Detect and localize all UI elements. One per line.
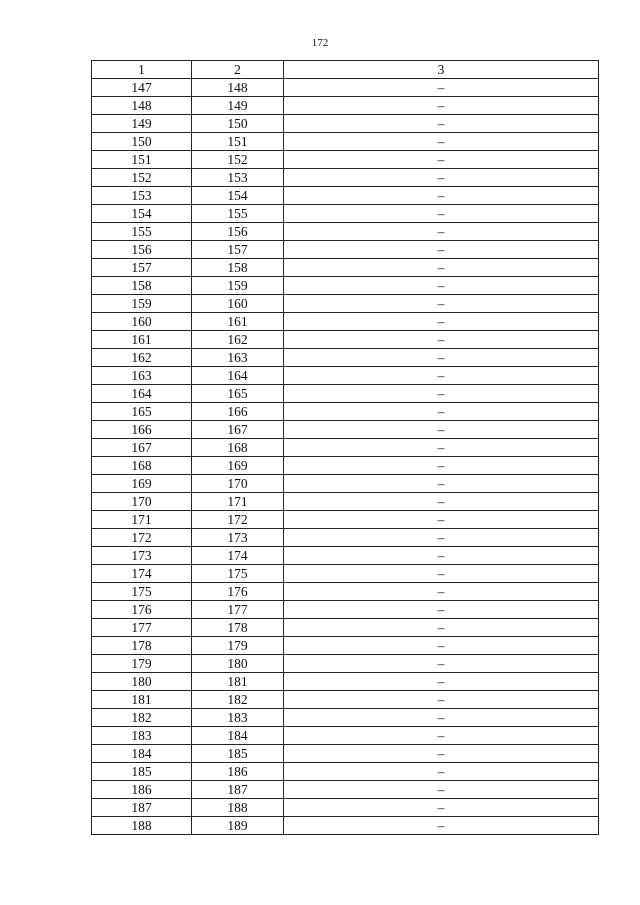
table-cell-col-1: 173 xyxy=(92,547,192,565)
table-cell-col-1: 182 xyxy=(92,709,192,727)
column-header-3: 3 xyxy=(284,61,599,79)
table-cell-col-1: 163 xyxy=(92,367,192,385)
table-cell-col-1: 161 xyxy=(92,331,192,349)
table-cell-col-2: 180 xyxy=(192,655,284,673)
table-row xyxy=(92,709,599,727)
table-cell-col-3: – xyxy=(284,277,599,295)
table-header xyxy=(92,61,599,79)
table-row xyxy=(92,169,599,187)
table-cell-col-2: 184 xyxy=(192,727,284,745)
table-cell-col-3: – xyxy=(284,709,599,727)
table-cell-col-1: 154 xyxy=(92,205,192,223)
table-cell-col-2: 161 xyxy=(192,313,284,331)
table-cell-col-2: 176 xyxy=(192,583,284,601)
table-cell-col-1: 179 xyxy=(92,655,192,673)
table-cell-col-2: 154 xyxy=(192,187,284,205)
table-cell-col-1: 152 xyxy=(92,169,192,187)
table-cell-col-3: – xyxy=(284,511,599,529)
table-row xyxy=(92,115,599,133)
table-row xyxy=(92,349,599,367)
table-cell-col-3: – xyxy=(284,151,599,169)
table-cell-col-2: 152 xyxy=(192,151,284,169)
table-cell-col-1: 175 xyxy=(92,583,192,601)
table-cell-col-3: – xyxy=(284,421,599,439)
table-cell-col-2: 159 xyxy=(192,277,284,295)
table-row xyxy=(92,637,599,655)
table-cell-col-2: 188 xyxy=(192,799,284,817)
table-cell-col-2: 187 xyxy=(192,781,284,799)
table-cell-col-3: – xyxy=(284,385,599,403)
table-row xyxy=(92,97,599,115)
table-cell-col-3: – xyxy=(284,331,599,349)
table-cell-col-1: 167 xyxy=(92,439,192,457)
table-row xyxy=(92,691,599,709)
table-cell-col-3: – xyxy=(284,637,599,655)
table-cell-col-2: 174 xyxy=(192,547,284,565)
table-cell-col-1: 151 xyxy=(92,151,192,169)
table-cell-col-2: 153 xyxy=(192,169,284,187)
table-cell-col-3: – xyxy=(284,547,599,565)
table-cell-col-1: 174 xyxy=(92,565,192,583)
table-row xyxy=(92,763,599,781)
table-cell-col-2: 175 xyxy=(192,565,284,583)
table-cell-col-2: 169 xyxy=(192,457,284,475)
table-cell-col-3: – xyxy=(284,727,599,745)
table-row xyxy=(92,799,599,817)
table-cell-col-1: 162 xyxy=(92,349,192,367)
table-cell-col-3: – xyxy=(284,529,599,547)
table-cell-col-2: 172 xyxy=(192,511,284,529)
table-row xyxy=(92,601,599,619)
table-cell-col-3: – xyxy=(284,367,599,385)
table-cell-col-3: – xyxy=(284,259,599,277)
table-row xyxy=(92,367,599,385)
page-number: 172 xyxy=(311,37,329,49)
table-cell-col-1: 183 xyxy=(92,727,192,745)
column-header-1: 1 xyxy=(92,61,192,79)
table-cell-col-3: – xyxy=(284,403,599,421)
table-cell-col-3: – xyxy=(284,133,599,151)
table-row xyxy=(92,187,599,205)
table-cell-col-1: 158 xyxy=(92,277,192,295)
table-cell-col-3: – xyxy=(284,295,599,313)
header-row xyxy=(92,61,599,79)
table-cell-col-1: 147 xyxy=(92,79,192,97)
table-row xyxy=(92,673,599,691)
table-cell-col-3: – xyxy=(284,655,599,673)
table-cell-col-3: – xyxy=(284,781,599,799)
table-cell-col-3: – xyxy=(284,223,599,241)
table-cell-col-2: 156 xyxy=(192,223,284,241)
table-row xyxy=(92,295,599,313)
table-row xyxy=(92,475,599,493)
table-cell-col-1: 188 xyxy=(92,817,192,835)
table-cell-col-2: 179 xyxy=(192,637,284,655)
table-cell-col-1: 178 xyxy=(92,637,192,655)
table-cell-col-3: – xyxy=(284,493,599,511)
table-cell-col-1: 156 xyxy=(92,241,192,259)
table-cell-col-2: 150 xyxy=(192,115,284,133)
table-cell-col-2: 165 xyxy=(192,385,284,403)
table-cell-col-1: 168 xyxy=(92,457,192,475)
table-cell-col-2: 183 xyxy=(192,709,284,727)
table-cell-col-2: 170 xyxy=(192,475,284,493)
table-cell-col-3: – xyxy=(284,187,599,205)
table-cell-col-2: 149 xyxy=(192,97,284,115)
table-cell-col-1: 150 xyxy=(92,133,192,151)
table-row xyxy=(92,241,599,259)
table-row xyxy=(92,583,599,601)
table-cell-col-3: – xyxy=(284,619,599,637)
table-cell-col-3: – xyxy=(284,97,599,115)
table-cell-col-2: 160 xyxy=(192,295,284,313)
table-cell-col-2: 173 xyxy=(192,529,284,547)
table-cell-col-3: – xyxy=(284,817,599,835)
table-cell-col-1: 187 xyxy=(92,799,192,817)
table-cell-col-1: 153 xyxy=(92,187,192,205)
table-cell-col-1: 169 xyxy=(92,475,192,493)
table-cell-col-3: – xyxy=(284,205,599,223)
table-cell-col-1: 149 xyxy=(92,115,192,133)
table-cell-col-3: – xyxy=(284,241,599,259)
table-cell-col-1: 170 xyxy=(92,493,192,511)
table-cell-col-2: 171 xyxy=(192,493,284,511)
table-cell-col-3: – xyxy=(284,79,599,97)
table-cell-col-2: 166 xyxy=(192,403,284,421)
table-cell-col-2: 158 xyxy=(192,259,284,277)
table-cell-col-3: – xyxy=(284,457,599,475)
table-row xyxy=(92,619,599,637)
table-cell-col-1: 184 xyxy=(92,745,192,763)
table-row xyxy=(92,385,599,403)
table-row xyxy=(92,151,599,169)
table-cell-col-2: 181 xyxy=(192,673,284,691)
table-row xyxy=(92,79,599,97)
table-cell-col-2: 178 xyxy=(192,619,284,637)
table-cell-col-1: 159 xyxy=(92,295,192,313)
table-row xyxy=(92,133,599,151)
table-cell-col-1: 177 xyxy=(92,619,192,637)
table-row xyxy=(92,493,599,511)
table-cell-col-2: 164 xyxy=(192,367,284,385)
table-cell-col-3: – xyxy=(284,475,599,493)
table-cell-col-1: 185 xyxy=(92,763,192,781)
table-cell-col-3: – xyxy=(284,565,599,583)
table-cell-col-3: – xyxy=(284,763,599,781)
table-row xyxy=(92,817,599,835)
table-cell-col-2: 168 xyxy=(192,439,284,457)
table-cell-col-2: 177 xyxy=(192,601,284,619)
table-cell-col-3: – xyxy=(284,313,599,331)
table-cell-col-2: 167 xyxy=(192,421,284,439)
table-row xyxy=(92,205,599,223)
table-cell-col-1: 186 xyxy=(92,781,192,799)
table-cell-col-1: 166 xyxy=(92,421,192,439)
table-row xyxy=(92,403,599,421)
table-cell-col-3: – xyxy=(284,349,599,367)
table-cell-col-1: 171 xyxy=(92,511,192,529)
table-cell-col-2: 151 xyxy=(192,133,284,151)
table-cell-col-3: – xyxy=(284,115,599,133)
table-cell-col-3: – xyxy=(284,745,599,763)
table-cell-col-1: 160 xyxy=(92,313,192,331)
column-header-2: 2 xyxy=(192,61,284,79)
table-cell-col-3: – xyxy=(284,601,599,619)
table-cell-col-1: 172 xyxy=(92,529,192,547)
table-cell-col-1: 157 xyxy=(92,259,192,277)
table-cell-col-3: – xyxy=(284,583,599,601)
data-table xyxy=(91,60,599,835)
table-cell-col-2: 155 xyxy=(192,205,284,223)
table-row xyxy=(92,277,599,295)
table-cell-col-1: 148 xyxy=(92,97,192,115)
table-cell-col-2: 163 xyxy=(192,349,284,367)
table-cell-col-1: 164 xyxy=(92,385,192,403)
table-cell-col-1: 180 xyxy=(92,673,192,691)
table-row xyxy=(92,511,599,529)
table-cell-col-1: 165 xyxy=(92,403,192,421)
table-row xyxy=(92,331,599,349)
table-cell-col-3: – xyxy=(284,673,599,691)
table-cell-col-1: 155 xyxy=(92,223,192,241)
table-cell-col-2: 148 xyxy=(192,79,284,97)
table-cell-col-1: 176 xyxy=(92,601,192,619)
table-cell-col-3: – xyxy=(284,691,599,709)
table-cell-col-2: 186 xyxy=(192,763,284,781)
table-body xyxy=(92,79,599,835)
table-row xyxy=(92,547,599,565)
table-cell-col-3: – xyxy=(284,439,599,457)
table-row xyxy=(92,457,599,475)
table-row xyxy=(92,529,599,547)
table-cell-col-1: 181 xyxy=(92,691,192,709)
table-cell-col-2: 182 xyxy=(192,691,284,709)
table-cell-col-2: 157 xyxy=(192,241,284,259)
table-cell-col-2: 189 xyxy=(192,817,284,835)
table-row xyxy=(92,259,599,277)
table-row xyxy=(92,745,599,763)
table-row xyxy=(92,421,599,439)
table-row xyxy=(92,565,599,583)
table-row xyxy=(92,781,599,799)
table-cell-col-2: 185 xyxy=(192,745,284,763)
table-row xyxy=(92,223,599,241)
table-row xyxy=(92,439,599,457)
table-row xyxy=(92,655,599,673)
table-cell-col-2: 162 xyxy=(192,331,284,349)
table-row xyxy=(92,313,599,331)
table-cell-col-3: – xyxy=(284,169,599,187)
table-row xyxy=(92,727,599,745)
table-cell-col-3: – xyxy=(284,799,599,817)
